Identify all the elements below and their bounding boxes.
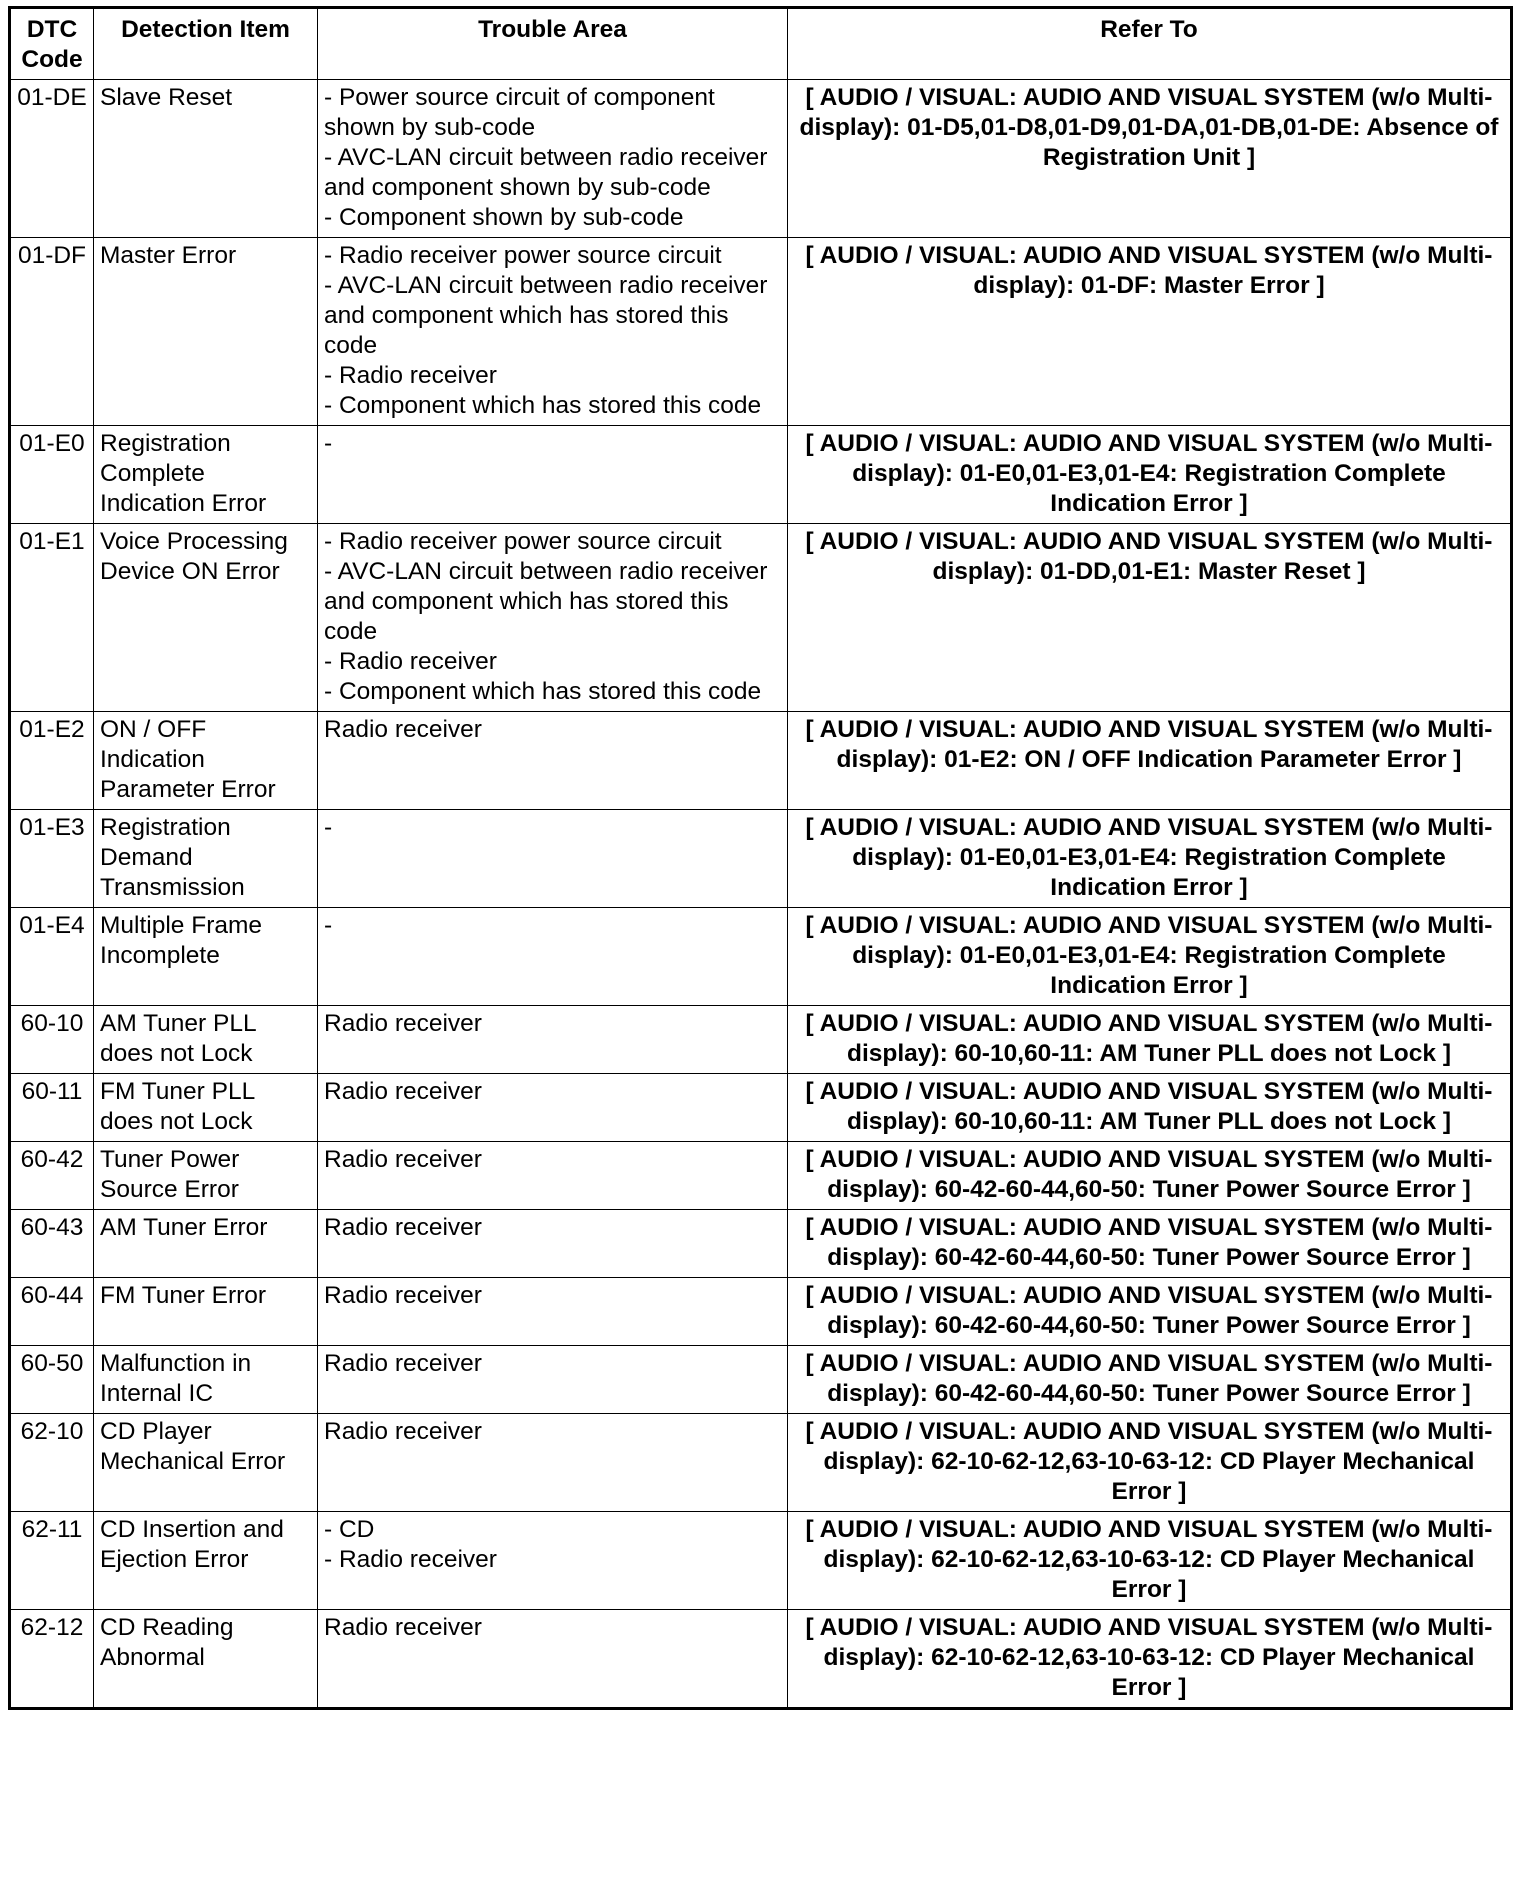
- trouble-area-line: - Radio receiver: [324, 648, 497, 675]
- refer-to-link[interactable]: [ AUDIO / VISUAL: AUDIO AND VISUAL SYSTEM (w/o Multi-display): 60-42-60-44,60-50: Tuner Power Source Error ]: [788, 1210, 1512, 1278]
- detection-item-cell: AM Tuner Error: [94, 1210, 318, 1278]
- trouble-area-line: - Component which has stored this code: [324, 392, 762, 419]
- refer-to-link[interactable]: [ AUDIO / VISUAL: AUDIO AND VISUAL SYSTEM (w/o Multi-display): 01-E0,01-E3,01-E4: Registration Complete Indication Error ]: [788, 810, 1512, 908]
- trouble-area-line: Radio receiver: [324, 1282, 482, 1309]
- detection-item-cell: FM Tuner Error: [94, 1278, 318, 1346]
- dtc-code-cell: 60-42: [10, 1142, 94, 1210]
- dtc-code-cell: 60-50: [10, 1346, 94, 1414]
- trouble-area-cell: [318, 1006, 788, 1074]
- detection-item-cell: AM Tuner PLL does not Lock: [94, 1006, 318, 1074]
- detection-item-cell: Voice Processing Device ON Error: [94, 524, 318, 712]
- trouble-area-cell: [318, 810, 788, 908]
- table-row: [10, 80, 1512, 238]
- dtc-code-cell: 60-44: [10, 1278, 94, 1346]
- trouble-area-line: Radio receiver: [324, 716, 482, 743]
- dtc-code-cell: 62-12: [10, 1610, 94, 1709]
- dtc-table: [8, 6, 1513, 1710]
- trouble-area-cell: [318, 1610, 788, 1709]
- dtc-code-cell: 60-43: [10, 1210, 94, 1278]
- dtc-code-cell: 01-E4: [10, 908, 94, 1006]
- trouble-area-cell: [318, 426, 788, 524]
- trouble-area-cell: [318, 80, 788, 238]
- trouble-area-line: - CD: [324, 1516, 375, 1543]
- trouble-area-line: Radio receiver: [324, 1418, 482, 1445]
- refer-to-link[interactable]: [ AUDIO / VISUAL: AUDIO AND VISUAL SYSTEM (w/o Multi-display): 01-DD,01-E1: Master Reset ]: [788, 524, 1512, 712]
- dtc-code-cell: 01-E1: [10, 524, 94, 712]
- header-refer-to: Refer To: [788, 8, 1512, 80]
- table-row: [10, 908, 1512, 1006]
- header-dtc-code: DTC Code: [10, 8, 94, 80]
- trouble-area-line: - Component which has stored this code: [324, 678, 762, 705]
- trouble-area-line: Radio receiver: [324, 1614, 482, 1641]
- dtc-code-cell: 60-11: [10, 1074, 94, 1142]
- dtc-code-cell: 62-11: [10, 1512, 94, 1610]
- refer-to-link[interactable]: [ AUDIO / VISUAL: AUDIO AND VISUAL SYSTEM (w/o Multi-display): 60-10,60-11: AM Tuner PLL does not Lock ]: [788, 1006, 1512, 1074]
- table-row: [10, 1006, 1512, 1074]
- trouble-area-line: - Radio receiver: [324, 362, 497, 389]
- trouble-area-line: - AVC-LAN circuit between radio receiver and component which has stored this code: [324, 272, 768, 359]
- refer-to-link[interactable]: [ AUDIO / VISUAL: AUDIO AND VISUAL SYSTEM (w/o Multi-display): 60-10,60-11: AM Tuner PLL does not Lock ]: [788, 1074, 1512, 1142]
- refer-to-link[interactable]: [ AUDIO / VISUAL: AUDIO AND VISUAL SYSTEM (w/o Multi-display): 62-10-62-12,63-10-63-12: CD Player Mechanical Error ]: [788, 1610, 1512, 1709]
- trouble-area-line: -: [324, 912, 333, 939]
- detection-item-cell: CD Insertion and Ejection Error: [94, 1512, 318, 1610]
- trouble-area-cell: [318, 1512, 788, 1610]
- table-row: [10, 1142, 1512, 1210]
- trouble-area-line: - Radio receiver: [324, 1546, 497, 1573]
- trouble-area-line: - Component shown by sub-code: [324, 204, 684, 231]
- detection-item-cell: Multiple Frame Incomplete: [94, 908, 318, 1006]
- dtc-code-cell: 01-DF: [10, 238, 94, 426]
- table-body: [10, 80, 1512, 1709]
- refer-to-link[interactable]: [ AUDIO / VISUAL: AUDIO AND VISUAL SYSTEM (w/o Multi-display): 01-DF: Master Error ]: [788, 238, 1512, 426]
- trouble-area-line: - Radio receiver power source circuit: [324, 242, 722, 269]
- trouble-area-line: Radio receiver: [324, 1010, 482, 1037]
- dtc-code-cell: 60-10: [10, 1006, 94, 1074]
- trouble-area-line: - AVC-LAN circuit between radio receiver and component which has stored this code: [324, 558, 768, 645]
- trouble-area-line: - Radio receiver power source circuit: [324, 528, 722, 555]
- trouble-area-cell: [318, 1278, 788, 1346]
- header-detection-item: Detection Item: [94, 8, 318, 80]
- trouble-area-line: Radio receiver: [324, 1146, 482, 1173]
- refer-to-link[interactable]: [ AUDIO / VISUAL: AUDIO AND VISUAL SYSTEM (w/o Multi-display): 01-D5,01-D8,01-D9,01-DA,01-DB,01-DE: Absence of Registration Unit ]: [788, 80, 1512, 238]
- trouble-area-line: -: [324, 430, 333, 457]
- refer-to-link[interactable]: [ AUDIO / VISUAL: AUDIO AND VISUAL SYSTEM (w/o Multi-display): 60-42-60-44,60-50: Tuner Power Source Error ]: [788, 1346, 1512, 1414]
- dtc-code-cell: 01-E2: [10, 712, 94, 810]
- trouble-area-cell: [318, 524, 788, 712]
- table-row: [10, 1210, 1512, 1278]
- trouble-area-cell: [318, 908, 788, 1006]
- detection-item-cell: Registration Demand Transmission: [94, 810, 318, 908]
- table-row: [10, 810, 1512, 908]
- trouble-area-cell: [318, 712, 788, 810]
- refer-to-link[interactable]: [ AUDIO / VISUAL: AUDIO AND VISUAL SYSTEM (w/o Multi-display): 60-42-60-44,60-50: Tuner Power Source Error ]: [788, 1142, 1512, 1210]
- refer-to-link[interactable]: [ AUDIO / VISUAL: AUDIO AND VISUAL SYSTEM (w/o Multi-display): 01-E0,01-E3,01-E4: Registration Complete Indication Error ]: [788, 426, 1512, 524]
- refer-to-link[interactable]: [ AUDIO / VISUAL: AUDIO AND VISUAL SYSTEM (w/o Multi-display): 62-10-62-12,63-10-63-12: CD Player Mechanical Error ]: [788, 1414, 1512, 1512]
- detection-item-cell: Registration Complete Indication Error: [94, 426, 318, 524]
- detection-item-cell: Malfunction in Internal IC: [94, 1346, 318, 1414]
- detection-item-cell: Master Error: [94, 238, 318, 426]
- table-row: [10, 1074, 1512, 1142]
- trouble-area-line: -: [324, 814, 333, 841]
- detection-item-cell: FM Tuner PLL does not Lock: [94, 1074, 318, 1142]
- trouble-area-line: Radio receiver: [324, 1350, 482, 1377]
- table-row: [10, 238, 1512, 426]
- trouble-area-cell: [318, 1142, 788, 1210]
- table-header-row: [10, 8, 1512, 80]
- detection-item-cell: ON / OFF Indication Parameter Error: [94, 712, 318, 810]
- refer-to-link[interactable]: [ AUDIO / VISUAL: AUDIO AND VISUAL SYSTEM (w/o Multi-display): 60-42-60-44,60-50: Tuner Power Source Error ]: [788, 1278, 1512, 1346]
- table-row: [10, 1278, 1512, 1346]
- table-row: [10, 1512, 1512, 1610]
- refer-to-link[interactable]: [ AUDIO / VISUAL: AUDIO AND VISUAL SYSTEM (w/o Multi-display): 01-E2: ON / OFF Indication Parameter Error ]: [788, 712, 1512, 810]
- detection-item-cell: Tuner Power Source Error: [94, 1142, 318, 1210]
- trouble-area-line: - Power source circuit of component shown by sub-code: [324, 84, 715, 141]
- table-row: [10, 1346, 1512, 1414]
- detection-item-cell: CD Reading Abnormal: [94, 1610, 318, 1709]
- trouble-area-cell: [318, 1074, 788, 1142]
- detection-item-cell: CD Player Mechanical Error: [94, 1414, 318, 1512]
- table-row: [10, 1610, 1512, 1709]
- table-row: [10, 1414, 1512, 1512]
- trouble-area-line: - AVC-LAN circuit between radio receiver and component shown by sub-code: [324, 144, 768, 201]
- dtc-document: [8, 6, 1510, 1710]
- trouble-area-line: Radio receiver: [324, 1214, 482, 1241]
- dtc-code-cell: 01-E0: [10, 426, 94, 524]
- dtc-code-cell: 01-E3: [10, 810, 94, 908]
- dtc-code-cell: 01-DE: [10, 80, 94, 238]
- dtc-code-cell: 62-10: [10, 1414, 94, 1512]
- table-row: [10, 426, 1512, 524]
- trouble-area-cell: [318, 1414, 788, 1512]
- table-row: [10, 712, 1512, 810]
- detection-item-cell: Slave Reset: [94, 80, 318, 238]
- trouble-area-line: Radio receiver: [324, 1078, 482, 1105]
- refer-to-link[interactable]: [ AUDIO / VISUAL: AUDIO AND VISUAL SYSTEM (w/o Multi-display): 01-E0,01-E3,01-E4: Registration Complete Indication Error ]: [788, 908, 1512, 1006]
- header-trouble-area: Trouble Area: [318, 8, 788, 80]
- trouble-area-cell: [318, 1210, 788, 1278]
- trouble-area-cell: [318, 1346, 788, 1414]
- table-row: [10, 524, 1512, 712]
- trouble-area-cell: [318, 238, 788, 426]
- refer-to-link[interactable]: [ AUDIO / VISUAL: AUDIO AND VISUAL SYSTEM (w/o Multi-display): 62-10-62-12,63-10-63-12: CD Player Mechanical Error ]: [788, 1512, 1512, 1610]
